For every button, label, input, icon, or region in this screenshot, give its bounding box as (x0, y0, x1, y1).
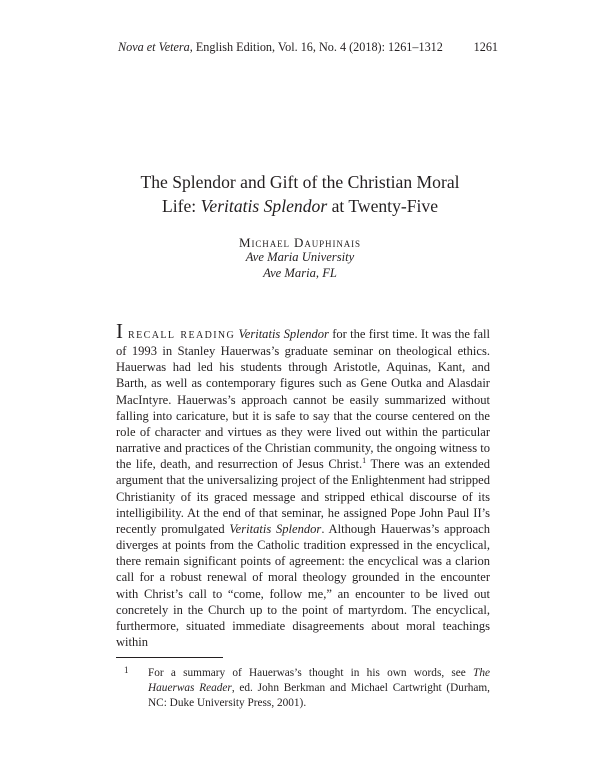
article-title-line-1: The Splendor and Gift of the Christian Moral (140, 172, 460, 192)
author-name: Michael Dauphinais (239, 235, 361, 250)
body-text-2: for the first time. It was the fall of 1993 in Stanley Hauerwas’s graduate seminar on theological ethics. Hauerwas had led his students through Aristotle, Aquinas, Kant, and Barth, as well as contemporary figures such as Gene Outka and Alasdair MacIntyre. Hauerwas’s approach cannot be easily summarized without falling into caricature, but it is safe to say that the course centered on the role of character and virtues as they were lived out within the particular narrative and practices of the Christian community, the ongoing witness to the life, death, and resurrection of Jesus Christ. (116, 327, 490, 472)
body-text-4: . Although Hauerwas’s approach diverges at points from the Catholic tradition expressed in the encyclical, there remain significant points of agreement: the encyclical was a clarion call for a robust renewal of moral theology grounded in the encounter with Christ’s call to “come, follow me,” an encounter to be lived out concretely in the Church up to the point of martyrdom. The encyclical, furthermore, situated immediate disagreements about moral teachings within (116, 521, 491, 649)
page-number: 1261 (473, 40, 498, 54)
footnote-number: 1 (124, 665, 129, 675)
author-block (80, 235, 520, 281)
journal-citation (118, 40, 443, 55)
article-title (80, 170, 520, 218)
body-text-3: There was an extended argument that the universalizing project of the Enlightenment had stripped Christianity of its graced message and stripped ethical discourse of its intelligibility. At the end of that seminar, he assigned Pope John Paul II’s recently promulgated (116, 457, 491, 536)
body-italic-2: Veritatis Splendor (229, 521, 322, 536)
title-suffix: at Twenty-Five (327, 196, 438, 216)
body-italic-1: Veritatis Splendor (238, 327, 329, 341)
footnote-separator (116, 657, 223, 658)
author-affiliation: Ave Maria University (245, 250, 355, 265)
running-header (118, 40, 498, 56)
title-italic: Veritatis Splendor (200, 196, 328, 216)
drop-cap: I (116, 319, 123, 343)
article-title-line-2 (80, 194, 520, 218)
footnote-text-2: , ed. John Berkman and Michael Cartwright (Durham, NC: Duke University Press, 2001). (148, 682, 490, 710)
footnote-reference[interactable]: 1 (362, 456, 367, 466)
footnote-italic: The Hauerwas Reader (148, 667, 490, 695)
journal-volume-info: , English Edition, Vol. 16, No. 4 (2018): 1261–1312 (189, 40, 443, 54)
author-location: Ave Maria, FL (263, 265, 337, 280)
body-paragraph (116, 319, 491, 650)
title-prefix: Life: (162, 196, 201, 216)
footnote-text (148, 666, 490, 712)
lead-in-smallcaps: recall reading (123, 327, 236, 342)
footnote-text-1: For a summary of Hauerwas’s thought in his own words, see (148, 667, 474, 679)
journal-title: Nova et Vetera (118, 40, 190, 54)
